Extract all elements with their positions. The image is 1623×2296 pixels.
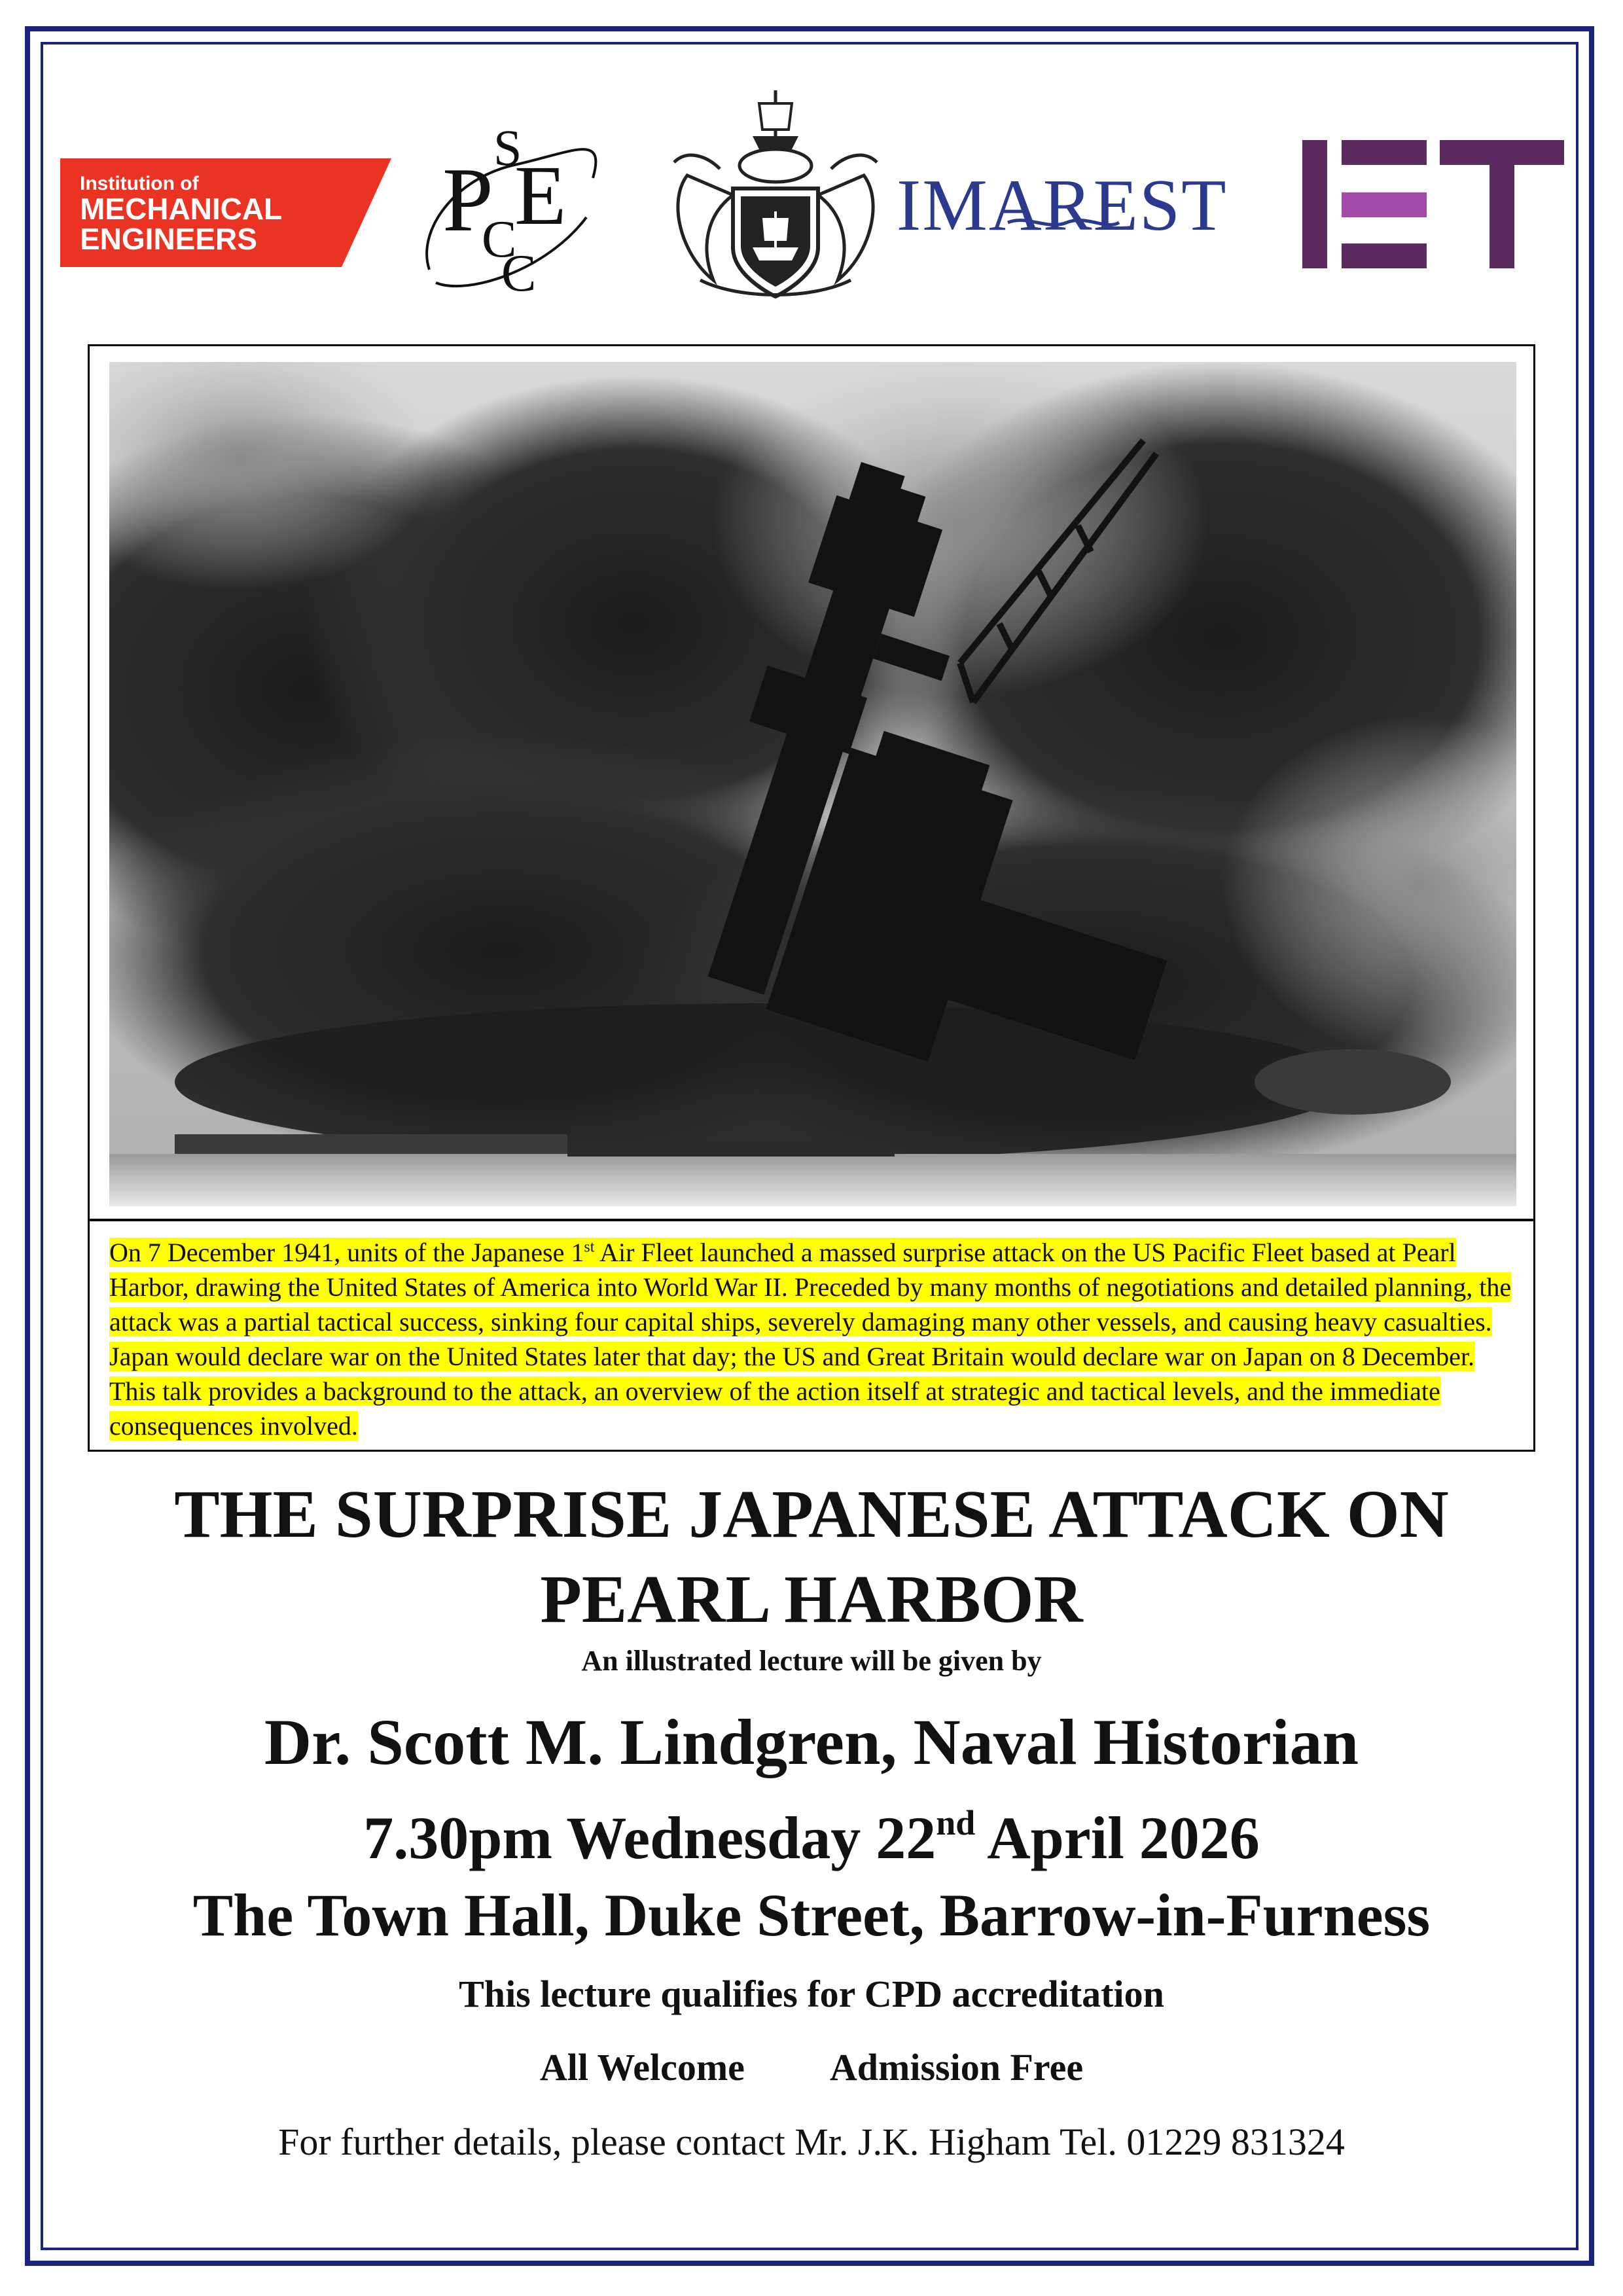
description-paragraph — [109, 1235, 1518, 1443]
iet-logo — [1302, 140, 1564, 268]
title-line-2: PEARL HARBOR — [540, 1562, 1083, 1637]
imarest-wordmark: IMAREST — [897, 165, 1228, 246]
pearl-harbor-photo — [88, 344, 1535, 1221]
cpd-note: This lecture qualifies for CPD accreditation — [459, 1973, 1164, 2015]
event-venue: The Town Hall, Duke Street, Barrow-in-Furness — [192, 1882, 1431, 1948]
event-time-superscript: nd — [936, 1803, 976, 1842]
title-line-1: THE SURPRISE JAPANESE ATTACK ON — [174, 1477, 1449, 1552]
admission-free: Admission Free — [829, 2046, 1084, 2089]
imeche-line2: MECHANICAL — [80, 192, 283, 226]
description-text-rest: Air Fleet launched a massed surprise attack on the US Pacific Fleet based at Pearl Harbor, drawing the United States of America into World War II. Preceded by many months of negotiations and detailed planning, the attack was a partial tactical success, sinking four capital ships, severely damaging many other vessels, and causing heavy casualties. Japan would declare war on the United States later that day; the US and Great Britain would declare war on Japan on 8 December. This talk provides a background to the attack, an overview of the action itself at strategic and tactical levels, and the immediate consequences involved. — [109, 1238, 1512, 1441]
admission-line — [52, 2046, 1571, 2089]
all-welcome: All Welcome — [539, 2046, 745, 2089]
imarest-logo — [897, 162, 1276, 254]
imeche-logo — [60, 158, 391, 267]
description-text-start: On 7 December 1941, units of the Japanese 1 — [109, 1238, 584, 1267]
lecture-intro: An illustrated lecture will be given by — [581, 1645, 1042, 1677]
event-description — [88, 1219, 1535, 1452]
event-time-month: April 2026 — [975, 1804, 1260, 1871]
event-time — [52, 1803, 1571, 1871]
psec-letter-p: P — [442, 149, 493, 251]
imeche-line3: ENGINEERS — [80, 222, 257, 256]
psec-logo — [416, 119, 613, 296]
psec-letter-c1: C — [482, 211, 517, 268]
psec-letter-c2: C — [501, 245, 537, 296]
psec-letter-e: E — [514, 149, 567, 243]
crest-logo — [661, 84, 890, 302]
speaker-name: Dr. Scott M. Lindgren, Naval Historian — [264, 1706, 1359, 1778]
psec-letter-s: S — [493, 119, 522, 176]
imeche-line1: Institution of — [80, 173, 199, 194]
contact-details: For further details, please contact Mr. J.K. Higham Tel. 01229 831324 — [278, 2121, 1345, 2163]
event-time-main: 7.30pm Wednesday 22 — [363, 1804, 936, 1871]
description-superscript: st — [584, 1238, 595, 1256]
